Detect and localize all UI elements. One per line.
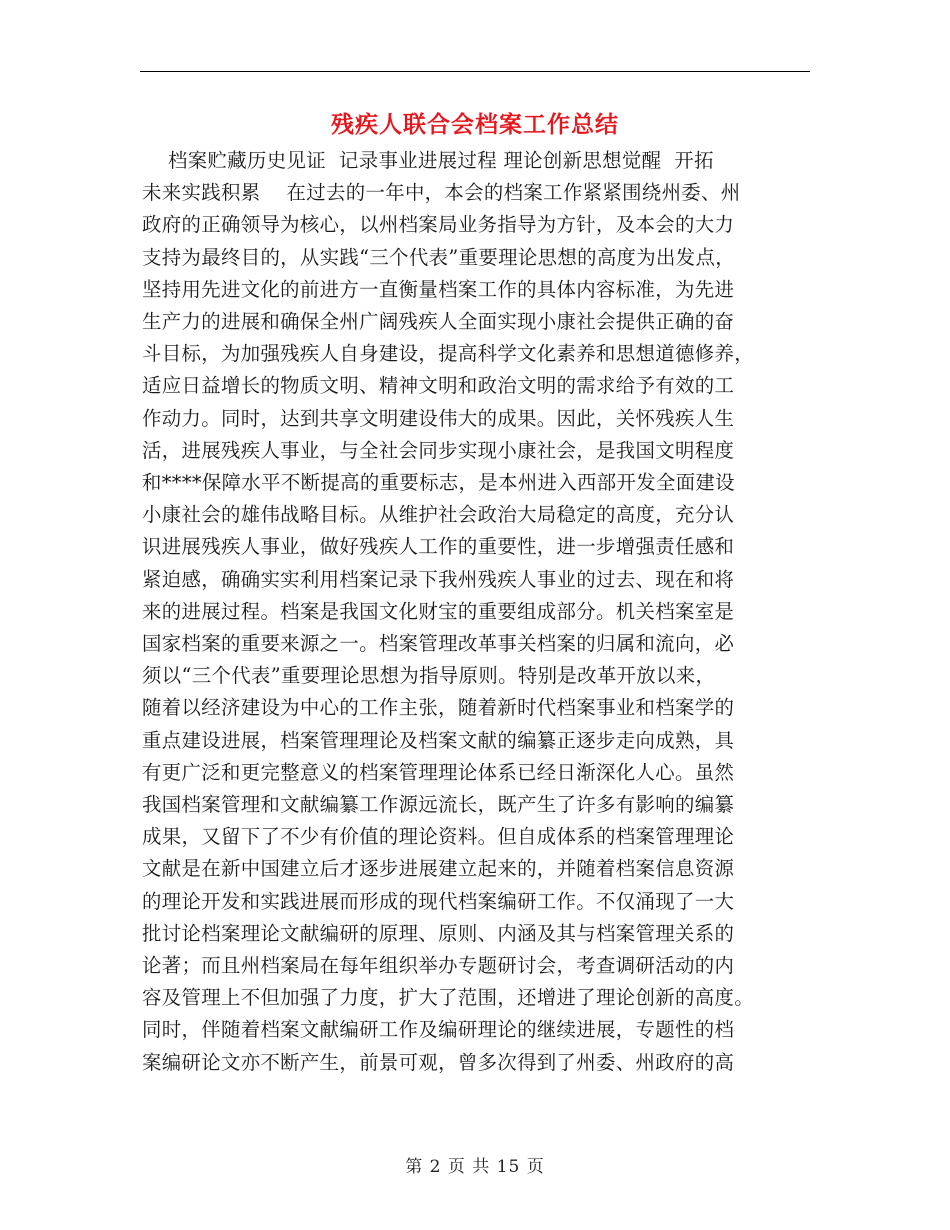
body-line: 来的进展过程。档案是我国文化财宝的重要组成部分。机关档案室是 — [142, 599, 735, 623]
body-line: 未来实践积累 在过去的一年中，本会的档案工作紧紧围绕州委、州 — [142, 181, 741, 205]
document-body — [142, 145, 802, 1079]
body-line: 我国档案管理和文献编纂工作源远流长，既产生了许多有影响的编纂 — [142, 793, 735, 817]
body-line: 国家档案的重要来源之一。档案管理改革事关档案的归属和流向，必 — [142, 632, 735, 656]
body-line: 和****保障水平不断提高的重要标志，是本州进入西部开发全面建设 — [142, 471, 735, 495]
body-line: 须以“三个代表”重要理论思想为指导原则。特别是改革开放以来， — [142, 664, 716, 688]
body-line: 斗目标，为加强残疾人自身建设，提高科学文化素养和思想道德修养， — [142, 342, 754, 366]
body-line: 小康社会的雄伟战略目标。从维护社会政治大局稳定的高度，充分认 — [142, 503, 735, 527]
body-line: 活，进展残疾人事业，与全社会同步实现小康社会，是我国文明程度 — [142, 438, 735, 462]
body-line: 文献是在新中国建立后才逐步进展建立起来的，并随着档案信息资源 — [142, 857, 735, 881]
document-title: 残疾人联合会档案工作总结 — [331, 111, 619, 138]
body-line: 随着以经济建设为中心的工作主张，随着新时代档案事业和档案学的 — [142, 696, 735, 720]
body-line: 档案贮藏历史见证 记录事业进展过程 理论创新思想觉醒 开拓 — [142, 149, 714, 172]
header-rule — [140, 71, 810, 72]
body-line: 政府的正确领导为核心，以州档案局业务指导为方针，及本会的大力 — [142, 213, 735, 237]
body-line: 生产力的进展和确保全州广阔残疾人全面实现小康社会提供正确的奋 — [142, 310, 735, 334]
body-line: 案编研论文亦不断产生，前景可观，曾多次得到了州委、州政府的高 — [142, 1050, 735, 1074]
body-line: 适应日益增长的物质文明、精神文明和政治文明的需求给予有效的工 — [142, 374, 735, 398]
body-line: 论著；而且州档案局在每年组织举办专题研讨会，考查调研活动的内 — [142, 954, 735, 978]
body-line: 识进展残疾人事业，做好残疾人工作的重要性，进一步增强责任感和 — [142, 535, 735, 559]
body-line: 坚持用先进文化的前进方一直衡量档案工作的具体内容标准，为先进 — [142, 277, 735, 301]
body-line: 批讨论档案理论文献编研的原理、原则、内涵及其与档案管理关系的 — [142, 921, 735, 945]
body-line: 有更广泛和更完整意义的档案管理理论体系已经日渐深化人心。虽然 — [142, 760, 735, 784]
page-number: 第 2 页 共 15 页 — [405, 1157, 545, 1177]
body-line: 支持为最终目的，从实践“三个代表”重要理论思想的高度为出发点， — [142, 245, 736, 269]
body-line: 紧迫感，确确实实利用档案记录下我州残疾人事业的过去、现在和将 — [142, 567, 735, 591]
page-footer — [0, 1152, 950, 1177]
body-line: 同时，伴随着档案文献编研工作及编研理论的继续进展，专题性的档 — [142, 1018, 735, 1042]
body-line: 作动力。同时，达到共享文明建设伟大的成果。因此，关怀残疾人生 — [142, 406, 735, 430]
body-line: 的理论开发和实践进展而形成的现代档案编研工作。不仅涌现了一大 — [142, 889, 735, 913]
body-line: 成果，又留下了不少有价值的理论资料。但自成体系的档案管理理论 — [142, 825, 735, 849]
body-line: 容及管理上不但加强了力度，扩大了范围，还增进了理论创新的高度。 — [142, 986, 754, 1010]
body-line: 重点建设进展，档案管理理论及档案文献的编纂正逐步走向成熟，具 — [142, 728, 735, 752]
